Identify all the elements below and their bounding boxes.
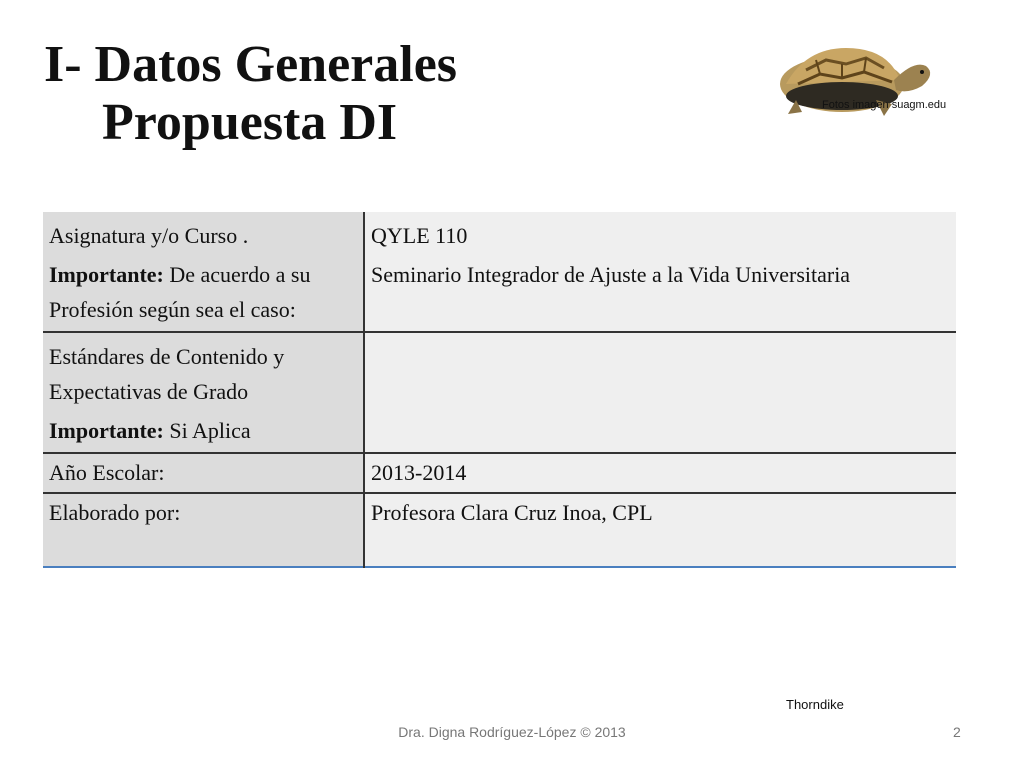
thorndike-note: Thorndike <box>786 697 844 712</box>
table-row <box>43 453 956 493</box>
important-note <box>49 257 359 327</box>
important-label: Importante: <box>49 262 164 287</box>
school-year-value: 2013-2014 <box>364 453 956 493</box>
course-label: Asignatura y/o Curso . <box>49 223 249 248</box>
table-row <box>43 332 956 453</box>
title-line-1: I- Datos Generales <box>44 36 458 93</box>
label-cell <box>43 212 364 332</box>
prepared-by-label: Elaborado por: <box>43 493 364 567</box>
footer-credit: Dra. Digna Rodríguez-López © 2013 <box>398 724 626 740</box>
important-text: Si Aplica <box>163 418 251 443</box>
table-row <box>43 212 956 332</box>
school-year-label: Año Escolar: <box>43 453 364 493</box>
important-text: De acuerdo a su Profesión según sea el caso: <box>49 262 311 322</box>
prepared-by-value: Profesora Clara Cruz Inoa, CPL <box>364 493 956 567</box>
value-cell <box>364 212 956 332</box>
page-number: 2 <box>953 724 961 740</box>
table-row <box>43 493 956 567</box>
standards-label: Estándares de Contenido y Expectativas de Grado <box>49 344 285 404</box>
applies-note <box>49 413 359 448</box>
general-data-table <box>43 212 956 568</box>
photo-caption: Fotos imagen suagm.edu <box>822 99 947 111</box>
important-label: Importante: <box>49 418 164 443</box>
title-line-2: Propuesta DI <box>102 94 398 151</box>
slide-title <box>44 36 457 152</box>
course-code: QYLE 110 <box>371 223 468 248</box>
label-cell <box>43 332 364 453</box>
course-name: Seminario Integrador de Ajuste a la Vida Universitaria <box>371 262 851 287</box>
standards-value <box>364 332 956 453</box>
